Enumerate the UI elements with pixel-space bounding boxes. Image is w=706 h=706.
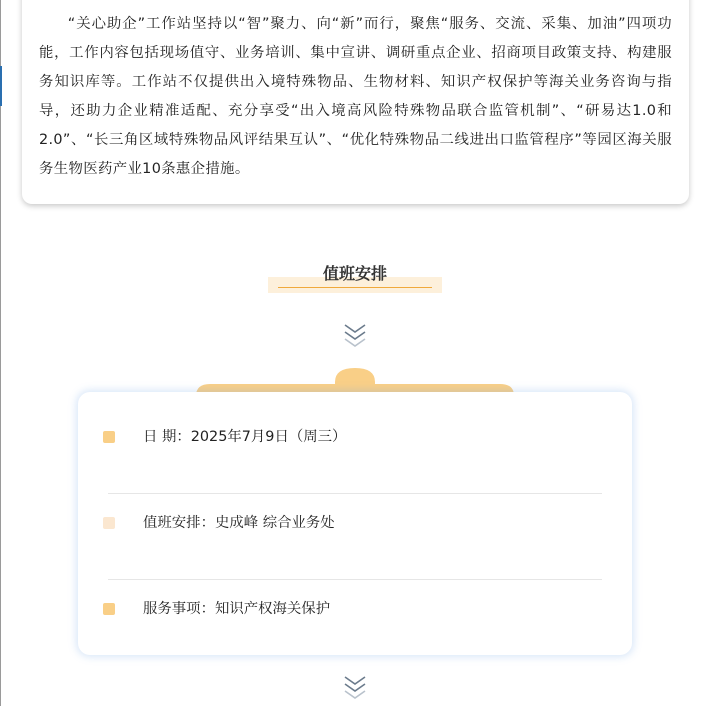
bullet-square-icon [103,431,115,443]
schedule-row-text: 服务事项：知识产权海关保护 [143,601,331,617]
section-title: 值班安排 [322,264,387,283]
divider [108,493,602,494]
section-heading [268,263,442,293]
chevron-double-down-icon [343,323,367,349]
chevron-double-down-icon [343,675,367,701]
section-title-underline [278,287,432,288]
intro-card [22,0,689,204]
schedule-row-text: 值班安排：史成峰 综合业务处 [143,515,335,531]
intro-paragraph: “关心助企”工作站坚持以“智”聚力、向“新”而行，聚焦“服务、交流、采集、加油”四项功能，工作内容包括现场值守、业务培训、集中宣讲、调研重点企业、招商项目政策支持、构建服务知识库等。工作站不仅提供出入境特殊物品、生物材料、知识产权保护等海关业务咨询与指导，还助力企业精准适配、充分享受“出入境高风险特殊物品联合监管机制”、“研易达1.0和2.0”、“长三角区域特殊物品风评结果互认”、“优化特殊物品二线进出口监管程序”等园区海关服务生物医药产业10条惠企措施。 [39,16,672,177]
left-edge-accent [0,66,2,106]
schedule-card [78,392,632,655]
schedule-row-date [78,425,632,449]
schedule-row-text: 日 期：2025年7月9日（周三） [143,429,347,445]
bullet-square-icon [103,517,115,529]
schedule-row-duty [78,511,632,535]
schedule-row-service [78,597,632,621]
bullet-square-icon [103,603,115,615]
divider [108,579,602,580]
